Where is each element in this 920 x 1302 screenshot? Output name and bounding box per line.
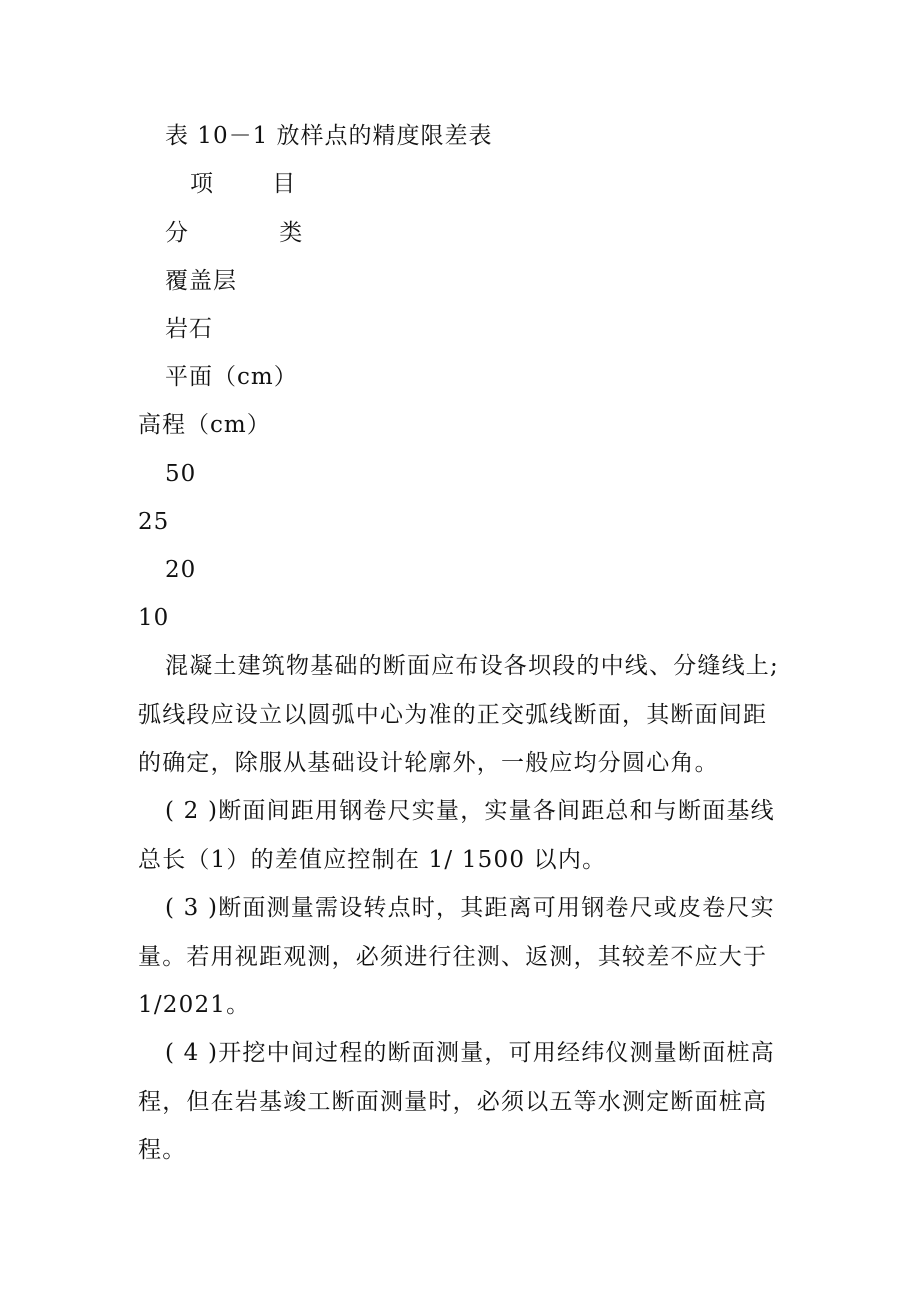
table-cell: 20 [165,557,197,583]
table-column-header: 平面（cm） [165,364,298,390]
table-column-header: 高程（cm） [138,412,271,438]
body-paragraph: ( 2 )断面间距用钢卷尺实量，实量各间距总和与断面基线总长（1）的差值应控制在 1/ 1500 以内。 [138,798,775,873]
table-caption: 表 10－1 放样点的精度限差表 [165,123,493,149]
table-cell: 10 [138,605,170,631]
table-header-item: 项 目 [190,171,297,197]
body-paragraph: ( 3 )断面测量需设转点时，其距离可用钢卷尺或皮卷尺实量。若用视距观测，必须进行往测、返测，其较差不应大于 1/2021。 [138,895,775,1018]
table-cell: 25 [138,509,170,535]
table-header-category: 分 类 [165,220,304,246]
table-row-label: 覆盖层 [165,268,237,294]
table-cell: 50 [165,461,197,487]
body-paragraph: 混凝土建筑物基础的断面应布设各坝段的中线、分缝线上;弧线段应设立以圆弧中心为准的正交弧线断面，其断面间距的确定，除服从基础设计轮廓外，一般应均分圆心角。 [138,653,779,776]
table-row-label: 岩石 [165,316,213,342]
body-paragraph: ( 4 )开挖中间过程的断面测量，可用经纬仪测量断面桩高程，但在岩基竣工断面测量时，必须以五等水测定断面桩高程。 [138,1040,775,1163]
